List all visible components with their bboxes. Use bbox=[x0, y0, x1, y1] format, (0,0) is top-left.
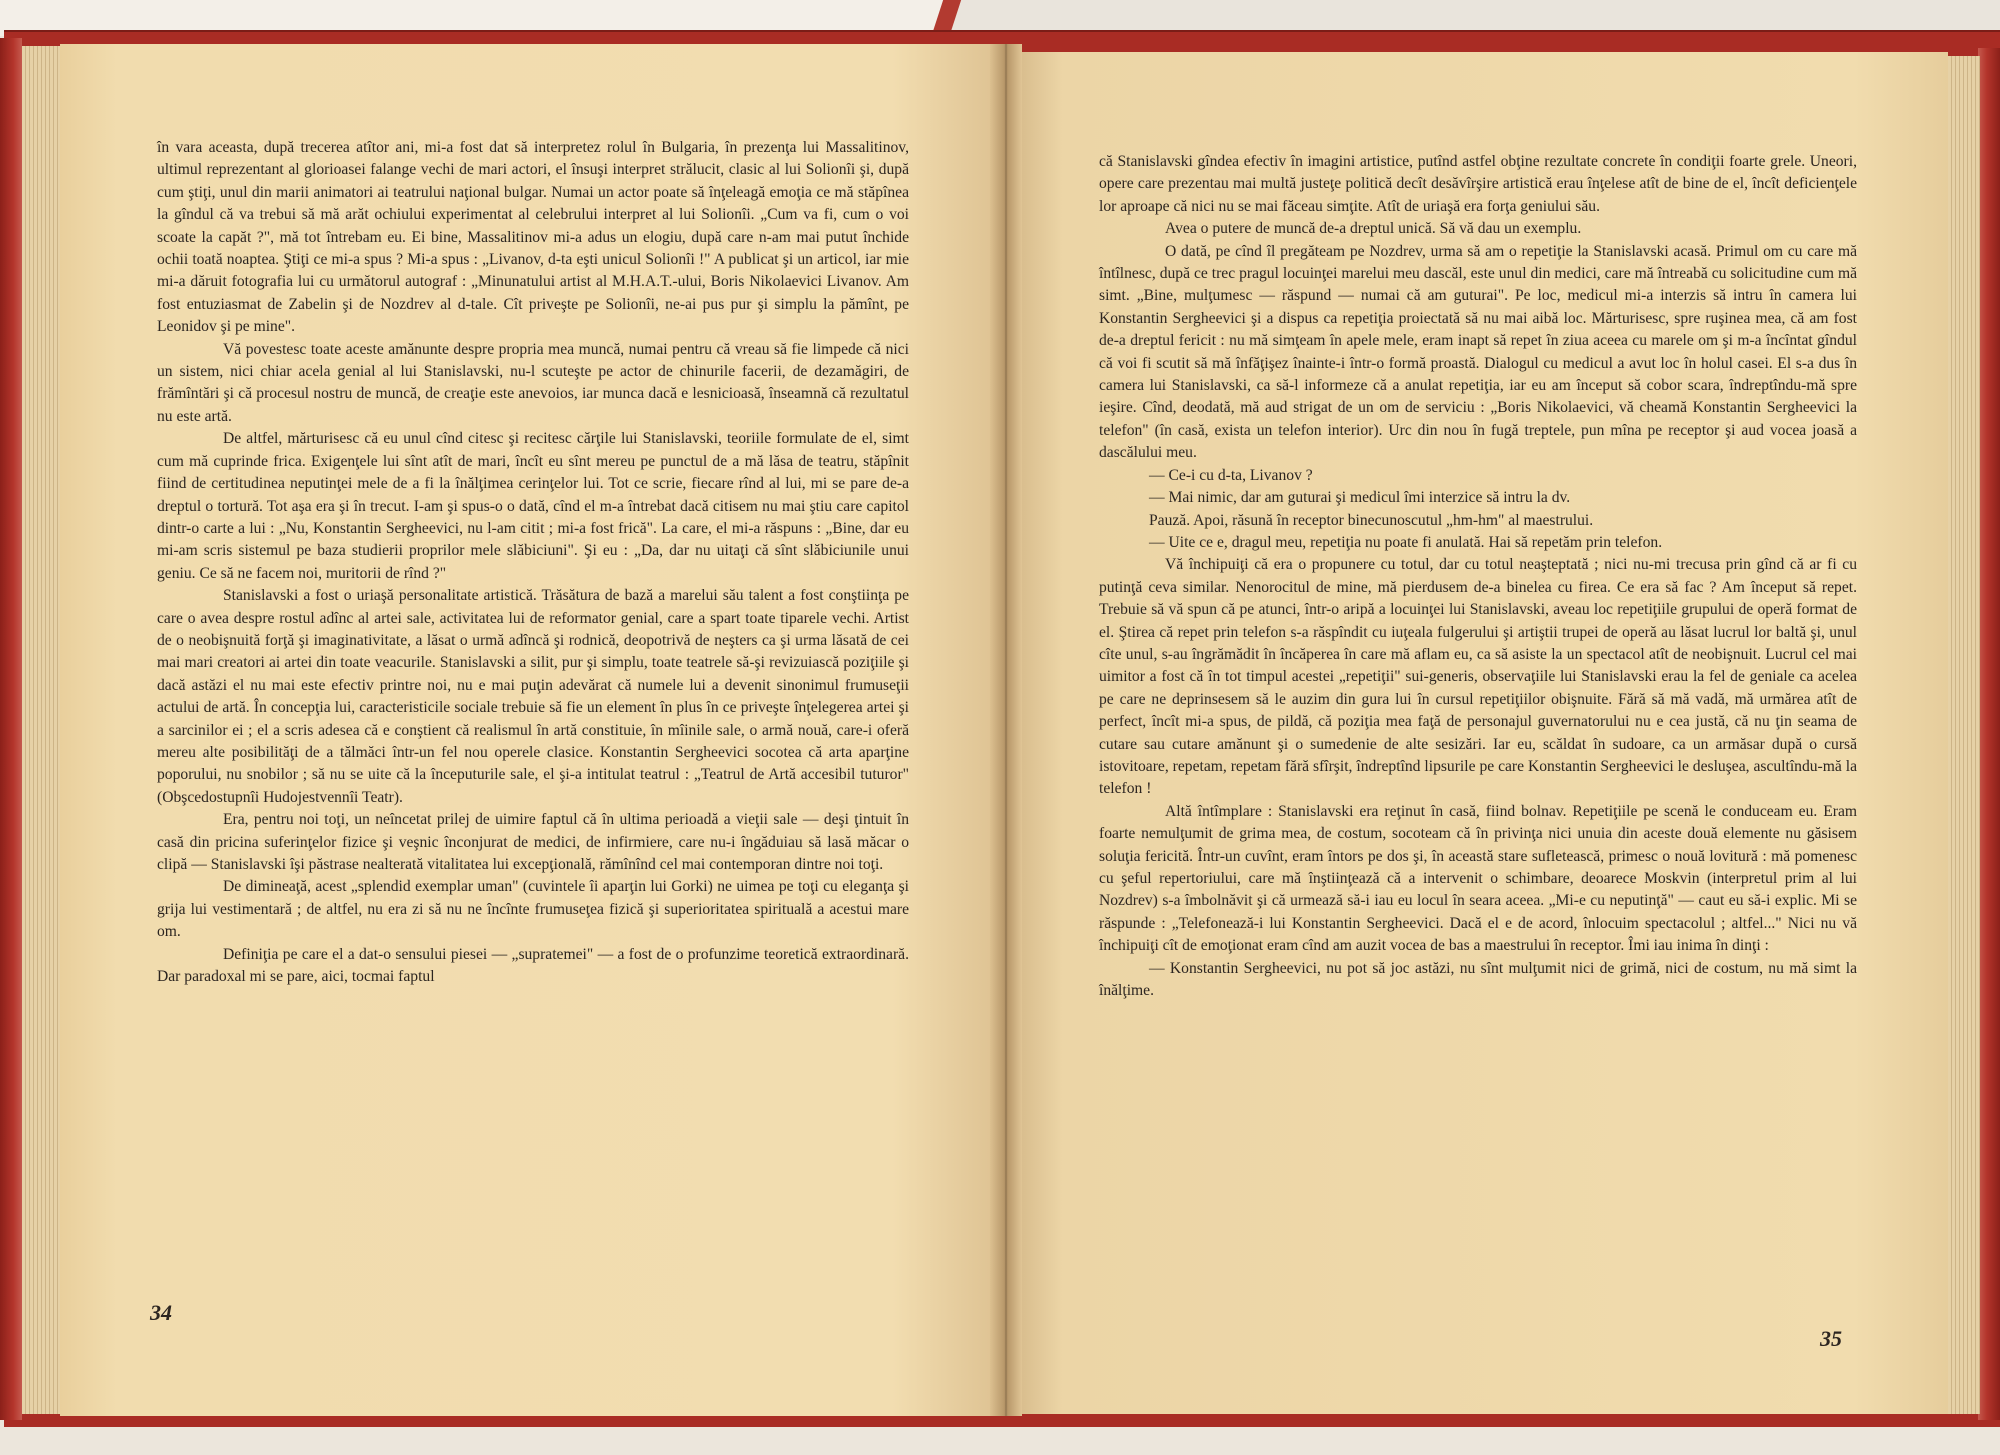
right-paragraph-4: Vă închipuiţi că era o propunere cu totul, dar cu totul neaşteptată ; nici nu-mi trecusa prin gînd că ar fi cu putinţă ceva similar. Nenorocitul de mine, mă pierdusem de-a binelea cu firea. Ce era să fac ? Am început să repet. Trebuie să vă spun că pe atunci, într-o aripă a locuinţei lui Stanislavski, aveau loc repetiţiile grupului de operă format de el. Ştirea că repet prin telefon s-a răspîndit cu iuţeala fulgerului şi artiştii trupei de operă au lăsat lucrul lor baltă şi, unul cîte unul, s-au îngrămădit în încăperea în care mă aflam eu, ca să asiste la un spectacol atît de neobişnuit. Lucrul cel mai uimitor a fost că în tot timpul acestei „repetiţii" sui-generis, observaţiile lui Stanislavski erau la fel de geniale ca acelea pe care ne deprinsesem să le auzim din gura lui în cursul repetiţiilor obişnuite. Fără să mă vadă, mă urmărea atît de perfect, încît mi-a spus, de pildă, că poziţia mea faţă de personajul guvernatorului nu e cea justă, că nu ţin seama de cutare sau cutare amănunt şi o sumedenie de alte sesizări. Iar eu, scăldat în sudoare, ca un armăsar după o cursă istovitoare, repetam, repetam fără sfîrşit, îndreptînd lipsurile pe care Konstantin Sergheevici le desluşea, ascultîndu-mă la telefon ! bbox=[1099, 556, 1857, 798]
background-shadow bbox=[945, 0, 2000, 34]
right-paragraph-2: Avea o putere de muncă de-a dreptul unică. Să vă dau un exemplu. bbox=[1165, 220, 1582, 238]
book-gutter bbox=[990, 44, 1022, 1416]
right-dialogue-1: — Ce-i cu d-ta, Livanov ? bbox=[1149, 466, 1313, 484]
left-page-text bbox=[157, 137, 909, 988]
cover-edge-left bbox=[0, 38, 22, 1420]
left-paragraph-4: Stanislavski a fost o uriaşă personalitate artistică. Trăsătura de bază a marelui său talent a fost conştiinţa pe care o avea despre rostul adînc al artei sale, activitatea lui de reformator genial, care a spart toate tiparele vechi. Artist de o neobişnuită forţă şi imaginativitate, a lăsat o urmă adîncă şi rodnică, deopotrivă de neşters ca şi urma lăsată de cei mai mari creatori ai artei din toate veacurile. Stanislavski a silit, pur şi simplu, toate teatrele să-şi revizuiască poziţiile şi dacă astăzi el nu mai este efectiv printre noi, nu e mai puţin adevărat că numele lui a devenit sinonimul frumuseţii actului de artă. În concepţia lui, caracteristicile sociale trebuie să fie un element în plus în ce priveşte înţelegerea artei şi a sarcinilor ei ; el a scris adesea că e conştient că realismul în artă constituie, în mîinile sale, o armă nouă, care-i oferă mereu alte posibilităţi de a tălmăci într-un fel nou operele clasice. Konstantin Sergheevici socotea că arta aparţine poporului, nu snobilor ; să nu se uite că la începuturile sale, el şi-a intitulat teatrul : „Teatrul de Artă accesibil tuturor" (Obşcedostupnîi Hudojestvennîi Teatr). bbox=[157, 587, 909, 806]
left-paragraph-5: Era, pentru noi toţi, un neîncetat prilej de uimire faptul că în ultima perioadă a vieţii sale — deşi ţintuit în casă din pricina suferinţelor fizice şi veşnic înconjurat de medici, de infirmiere, care nu-i îngăduiau să lasă măcar o clipă — Stanislavski îşi păstrase nealterată vitalitatea lui excepţională, rămînînd cel mai contemporan dintre noi toţi. bbox=[157, 811, 909, 873]
right-paragraph-3: O dată, pe cînd îl pregăteam pe Nozdrev, urma să am o repetiţie la Stanislavski acasă. Primul om cu care mă întîlnesc, după ce trec pragul locuinţei marelui meu dascăl, este unul din medici, care mă întreabă cu solicitudine cum mă simt. „Bine, mulţumesc — răspund — numai că am guturai". Pe loc, medicul mi-a interzis să intru în camera lui Konstantin Sergheevici şi a dispus ca repetiţia proiectată să nu mai aibă loc. Mărturisesc, spre ruşinea mea, că am fost de-a dreptul fericit : nu mă simţeam în apele mele, eram inapt să repet în ziua aceea cu marele om şi m-a încîntat gîndul că voi fi scutit să mă înfăţişez înainte-i într-o formă proastă. Dialogul cu medicul a avut loc în holul casei. El s-a dus în camera lui Stanislavski, ca să-l informeze că a anulat repetiţia, iar eu am început să cobor scara, îndreptîndu-mă spre ieşire. Cînd, deodată, mă aud strigat de un om de serviciu : „Boris Nikolaevici, vă cheamă Konstantin Sergheevici la telefon" (în casă, exista un telefon interior). Urc din nou în fugă treptele, pun mîna pe receptor şi aud vocea joasă a dascălului meu. bbox=[1099, 242, 1857, 462]
left-paragraph-3: De altfel, mărturisesc că eu unul cînd citesc şi recitesc cărţile lui Stanislavski, teoriile formulate de el, simt cum mă cuprinde frica. Exigenţele lui sînt atît de mari, încît eu sînt mereu pe punctul de a mă lăsa de teatru, stăpînit fiind de certitudinea neputinţei mele de a fi la înălţimea cerinţelor lui. Tot ce scrie, fiecare rînd al lui, mi se pare de-a dreptul o tortură. Tot aşa era şi în trecut. I-am şi spus-o o dată, cînd el m-a întrebat dacă citisem nu mai ştiu care capitol dintr-o carte a lui : „Nu, Konstantin Sergheevici, nu l-am citit ; mi-a fost frică". La care, el mi-a răspuns : „Bine, dar eu mi-am scris sistemul pe baza studierii proprilor mele slăbiciuni". Şi eu : „Da, dar nu uitaţi că sînt slăbiciunile unui geniu. Ce să ne facem noi, muritorii de rînd ?" bbox=[157, 430, 909, 582]
left-paragraph-2: Vă povestesc toate aceste amănunte despre propria mea muncă, numai pentru că vreau să fie limpede că nici un sistem, nici chiar acela genial al lui Stanislavski, nu-l scuteşte pe actor de chinurile facerii, de dezamăgiri, de frămîntări şi că procesul nostru de muncă, de creaţie este anevoios, iar munca dacă e lesnicioasă, înseamnă că rezultatul nu este artă. bbox=[157, 340, 909, 425]
cover-edge-right bbox=[1978, 48, 2000, 1420]
right-paragraph-5: Altă întîmplare : Stanislavski era reţinut în casă, fiind bolnav. Repetiţiile pe scenă le conduceam eu. Eram foarte nemulţumit de grima mea, de costum, socoteam că în privinţa nici unuia din aceste două elemente nu găsisem soluţia fericită. Într-un cuvînt, eram întors pe dos şi, în această stare sufletească, primesc o nouă lovitură : mă pomenesc cu şeful repertoriului, care mă înştiinţează că a intervenit o schimbare, deoarece Moskvin (interpretul prim al lui Nozdrev) s-a îmbolnăvit şi că urmează să-i iau eu locul în seara aceea. „Mi-e cu neputinţă" — caut eu să-i explic. Mi se răspunde : „Telefonează-i lui Konstantin Sergheevici. Dacă el e de acord, înlocuim spectacolul ; altfel..." Nici nu vă închipuiţi cît de emoţionat eram cînd am auzit vocea de bas a maestrului în receptor. Îmi iau inima în dinţi : bbox=[1099, 802, 1857, 955]
right-dialogue-4: — Konstantin Sergheevici, nu pot să joc astăzi, nu sînt mulţumit nici de grimă, nici de costum, nu mă simt la înălţime. bbox=[1099, 959, 1857, 1000]
left-paragraph-1: în vara aceasta, după trecerea atîtor ani, mi-a fost dat să interpretez rolul în Bulgaria, în prezenţa lui Massalitinov, ultimul reprezentant al glorioasei falange vechi de mari actori, el însuşi interpret strălucit, clasic al lui Solionîi şi, după cum ştiţi, unul din marii animatori ai teatrului naţional bulgar. Numai un actor poate să înţeleagă emoţia ce mă stăpînea la gîndul că va trebui să mă arăt ochiului experimentat al celebrului interpret al lui Solionîi. „Cum va fi, cum o voi scoate la capăt ?", mă tot întrebam eu. Ei bine, Massalitinov mi-a adus un elogiu, după care n-am mai putut închide ochii toată noaptea. Ştiţi ce mi-a spus ? Mi-a spus : „Livanov, d-ta eşti unicul Solionîi !" A publicat şi un articol, iar mie mi-a dăruit fotografia lui cu următorul autograf : „Minunatului artist al M.H.A.T.-ului, Boris Nikolaevici Livanov. Am fost entuziasmat de Zabelin şi de Nozdrev al d-tale. Cît priveşte pe Solionîi, ne-ai pus pur şi simplu la pămînt, pe Leonidov şi pe mine". bbox=[157, 139, 909, 336]
right-page-text bbox=[1099, 151, 1857, 1002]
page-stack-right bbox=[1944, 56, 1980, 1414]
left-paragraph-7: Definiţia pe care el a dat-o sensului piesei — „supratemei" — a fost de o profunzime teoretică extraordinară. Dar paradoxal mi se pare, aici, tocmai faptul bbox=[157, 945, 909, 986]
page-stack-left bbox=[22, 46, 64, 1414]
left-paragraph-6: De dimineaţă, acest „splendid exemplar uman" (cuvintele îi aparţin lui Gorki) ne uimea pe toţi cu eleganţa şi grija lui vestimentară ; de altfel, nu era zi să nu ne încînte frumuseţea fizică şi superioritatea spirituală a acestui mare om. bbox=[157, 878, 909, 941]
right-page-number: 35 bbox=[1820, 1326, 1842, 1351]
right-paragraph-1: că Stanislavski gîndea efectiv în imagini artistice, putînd astfel obţine rezultate concrete în condiţii foarte grele. Uneori, opere care prezentau mai multă justeţe politică decît desăvîrşire artistică erau înţelese atît de bine de el, încît deficienţele lor aproape că nici nu se mai făceau simţite. Atît de uriaşă era forţa geniului său. bbox=[1099, 153, 1857, 215]
left-page-number: 34 bbox=[150, 1300, 172, 1325]
right-dialogue-2: — Mai nimic, dar am guturai şi medicul îmi interzice să intru la dv. bbox=[1149, 489, 1571, 507]
right-dialogue-3: — Uite ce e, dragul meu, repetiţia nu poate fi anulată. Hai să repetăm prin telefon. bbox=[1149, 533, 1663, 551]
right-paragraph-pause: Pauză. Apoi, răsună în receptor binecunoscutul „hm-hm" al maestrului. bbox=[1149, 511, 1594, 529]
